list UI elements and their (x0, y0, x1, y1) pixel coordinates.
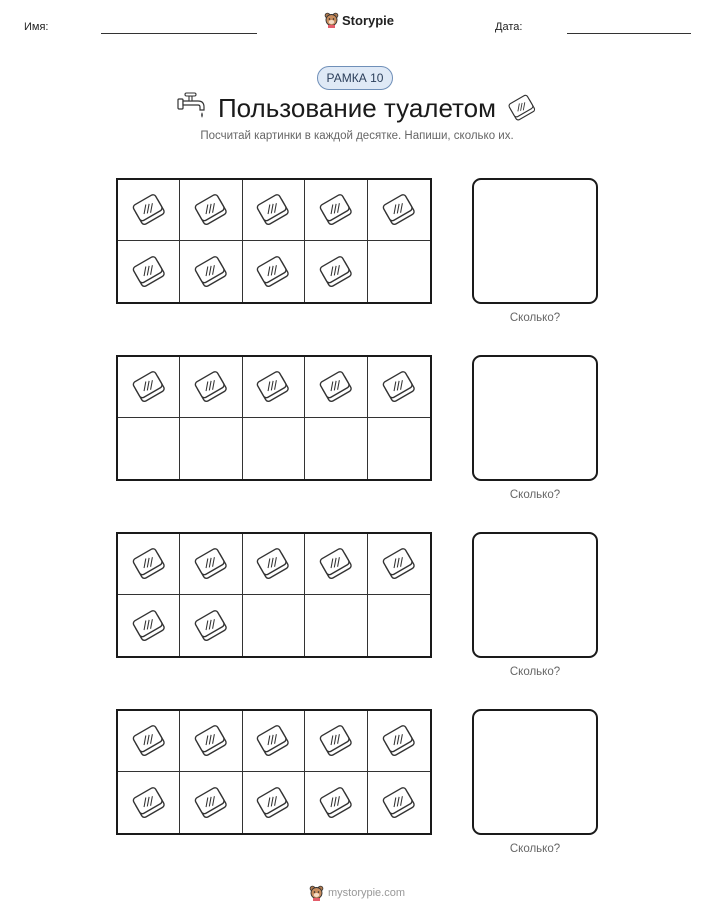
mirror-icon (192, 193, 230, 227)
ten-frame (116, 355, 432, 481)
mirror-icon (192, 370, 230, 404)
answer-box[interactable] (472, 355, 598, 481)
frame-cell (180, 772, 242, 833)
frame-cell (180, 711, 242, 772)
bear-logo-icon (324, 12, 339, 28)
mirror-icon (130, 255, 168, 289)
mirror-icon (192, 724, 230, 758)
frame-cell (180, 180, 242, 241)
name-label: Имя: (24, 21, 49, 33)
mirror-icon (192, 255, 230, 289)
frame-cell (305, 772, 367, 833)
mirror-icon (254, 786, 292, 820)
how-many-label: Сколько? (509, 843, 561, 855)
date-label: Дата: (495, 21, 523, 33)
ten-frame (116, 532, 432, 658)
mirror-icon (130, 609, 168, 643)
mirror-icon (254, 370, 292, 404)
frame-cell (368, 534, 430, 595)
page-title: Пользование туалетом (217, 93, 496, 123)
how-many-label: Сколько? (509, 312, 561, 324)
frame-cell (118, 357, 180, 418)
frame-cell (180, 418, 242, 479)
frame-cell (243, 180, 305, 241)
instructions: Посчитай картинки в каждой десятке. Напиши, сколько их. (200, 130, 514, 142)
frame-cell (368, 357, 430, 418)
frame-cell (243, 418, 305, 479)
brand-logo (324, 12, 394, 28)
frame-cell (180, 534, 242, 595)
frame-badge: РАМКА 10 (317, 66, 393, 90)
frame-cell (243, 241, 305, 302)
frame-cell (305, 418, 367, 479)
footer (0, 885, 714, 901)
frame-cell (368, 711, 430, 772)
frame-cell (243, 772, 305, 833)
frame-cell (305, 241, 367, 302)
frame-cell (368, 241, 430, 302)
frame-cell (118, 418, 180, 479)
mirror-icon (506, 94, 538, 122)
mirror-icon (130, 193, 168, 227)
brand-name: Storypie (342, 12, 395, 28)
frame-cell (243, 534, 305, 595)
bear-logo-icon (309, 885, 324, 901)
ten-frame (116, 178, 432, 304)
name-line[interactable] (101, 33, 257, 34)
mirror-icon (317, 255, 355, 289)
mirror-icon (192, 786, 230, 820)
mirror-icon (380, 724, 418, 758)
frame-cell (368, 772, 430, 833)
mirror-icon (380, 370, 418, 404)
mirror-icon (192, 547, 230, 581)
mirror-icon (254, 193, 292, 227)
mirror-icon (254, 724, 292, 758)
frame-cell (368, 418, 430, 479)
frame-cell (118, 180, 180, 241)
frame-cell (305, 534, 367, 595)
frame-cell (118, 595, 180, 656)
frame-cell (118, 534, 180, 595)
mirror-icon (130, 786, 168, 820)
mirror-icon (380, 547, 418, 581)
mirror-icon (380, 786, 418, 820)
mirror-icon (130, 370, 168, 404)
mirror-icon (317, 370, 355, 404)
date-line[interactable] (567, 33, 691, 34)
frame-cell (368, 595, 430, 656)
how-many-label: Сколько? (509, 489, 561, 501)
answer-box[interactable] (472, 178, 598, 304)
frame-cell (243, 357, 305, 418)
frame-cell (243, 595, 305, 656)
frame-cell (180, 595, 242, 656)
mirror-icon (317, 786, 355, 820)
frame-cell (118, 241, 180, 302)
frame-cell (305, 595, 367, 656)
mirror-icon (317, 724, 355, 758)
answer-box[interactable] (472, 532, 598, 658)
mirror-icon (317, 547, 355, 581)
frame-cell (305, 180, 367, 241)
mirror-icon (380, 193, 418, 227)
frame-cell (305, 357, 367, 418)
footer-site: mystorypie.com (327, 887, 406, 899)
frame-cell (243, 711, 305, 772)
frame-cell (118, 772, 180, 833)
mirror-icon (130, 547, 168, 581)
mirror-icon (254, 255, 292, 289)
mirror-icon (192, 609, 230, 643)
mirror-icon (254, 547, 292, 581)
mirror-icon (130, 724, 168, 758)
how-many-label: Сколько? (509, 666, 561, 678)
answer-box[interactable] (472, 709, 598, 835)
ten-frame (116, 709, 432, 835)
frame-cell (180, 241, 242, 302)
frame-cell (305, 711, 367, 772)
frame-cell (180, 357, 242, 418)
mirror-icon (317, 193, 355, 227)
frame-cell (118, 711, 180, 772)
frame-cell (368, 180, 430, 241)
